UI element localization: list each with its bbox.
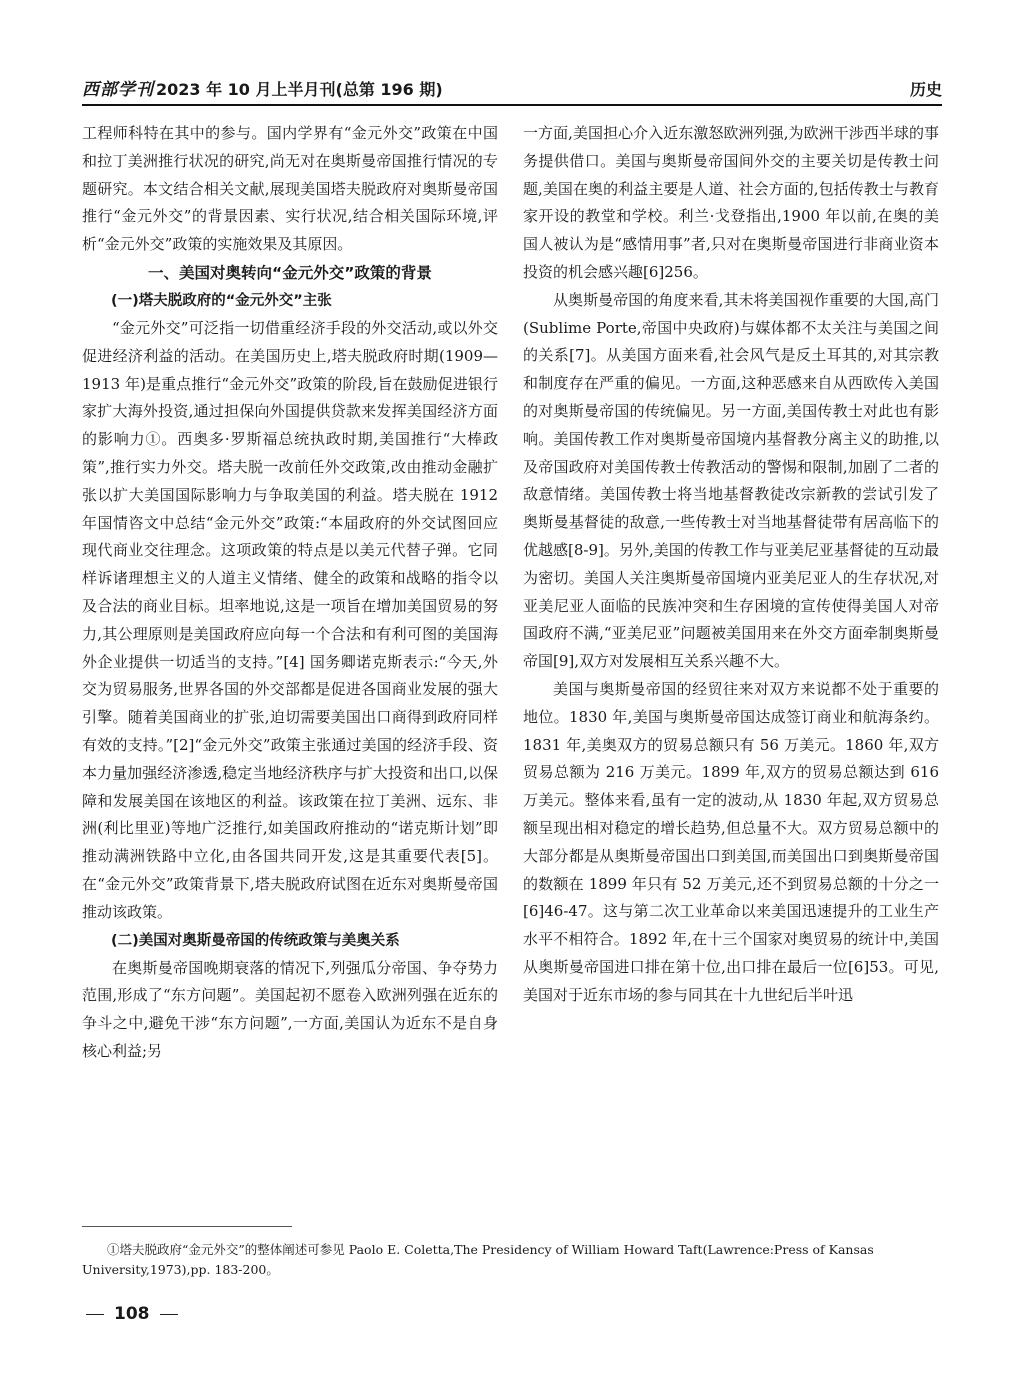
page-number-dash-left [86, 1314, 104, 1315]
left-column-paragraph: 在奥斯曼帝国晚期衰落的情况下,列强瓜分帝国、争夺势力范围,形成了“东方问题”。美国起初不愿卷入欧洲列强在近东的争斗之中,避免干涉“东方问题”,一方面,美国认为近东不是自身核心利益;另 [82, 958, 498, 1060]
right-column-paragraph: 一方面,美国担心介入近东激怒欧洲列强,为欧洲干涉西半球的事务提供借口。美国与奥斯曼帝国间外交的主要关切是传教士问题,美国在奥的利益主要是人道、社会方面的,包括传教士与教育家开设的教堂和学校。利兰·戈登指出,1900 年以前,在奥的美国人被认为是“感情用事”者,只对在奥斯曼帝国进行非商业资本投资的机会感兴趣[6]256。 [523, 124, 939, 281]
left-column-heading: (一)塔夫脱政府的“金元外交”主张 [111, 292, 332, 309]
right-column [523, 120, 939, 1010]
header-left [82, 75, 443, 100]
footnote: ①塔夫脱政府“金元外交”的整体阐述可参见 Paolo E. Coletta,The Presidency of William Howard Taft(Lawrence:Press of Kansas University,1973),pp. 183-200。 [82, 1242, 874, 1277]
left-column [82, 120, 498, 1066]
left-column-heading: 一、美国对奥转向“金元外交”政策的背景 [148, 263, 432, 282]
right-column-paragraph: 从奥斯曼帝国的角度来看,其未将美国视作重要的大国,高门(Sublime Porte,帝国中央政府)与媒体都不太关注与美国之间的关系[7]。从美国方面来看,社会风气是反土耳其的,对其宗教和制度存在严重的偏见。一方面,这种恶感来自从西欧传入美国的对奥斯曼帝国的传统偏见。另一方面,美国传教士对此也有影响。美国传教工作对奥斯曼帝国境内基督教分离主义的助推,以及帝国政府对美国传教士传教活动的警惕和限制,加剧了二者的敌意情绪。美国传教士将当地基督教徒改宗新教的尝试引发了奥斯曼基督徒的敌意,一些传教士对当地基督徒带有居高临下的优越感[8-9]。另外,美国的传教工作与亚美尼亚基督徒的互动最为密切。美国人关注奥斯曼帝国境内亚美尼亚人的生存状况,对亚美尼亚人面临的民族冲突和生存困境的宣传使得美国人对帝国政府不满,“亚美尼亚”问题被美国用来在外交方面牵制奥斯曼帝国[9],双方对发展相互关系兴趣不大。 [523, 290, 939, 671]
page-number [86, 1304, 178, 1324]
journal-logo: 西部学刊 [82, 80, 154, 100]
left-column-heading: (二)美国对奥斯曼帝国的传统政策与美奥关系 [111, 932, 400, 949]
running-header [82, 66, 942, 106]
page-number-dash-right [160, 1314, 178, 1315]
right-column-paragraph: 美国与奥斯曼帝国的经贸往来对双方来说都不处于重要的地位。1830 年,美国与奥斯曼帝国达成签订商业和航海条约。1831 年,美奥双方的贸易总额只有 56 万美元。1860 年,双方贸易总额为 216 万美元。1899 年,双方的贸易总额达到 616 万美元。整体来看,虽有一定的波动,从 1830 年起,双方贸易总额呈现出相对稳定的增长趋势,但总量不大。双方贸易总额中的大部分都是从奥斯曼帝国出口到美国,而美国出口到奥斯曼帝国的数额在 1899 年只有 52 万美元,还不到贸易总额的十分之一[6]46-47。这与第二次工业革命以来美国迅速提升的工业生产水平不相符合。1892 年,在十三个国家对奥贸易的统计中,美国从奥斯曼帝国进口排在第十位,出口排在最后一位[6]53。可见,美国对于近东市场的参与同其在十九世纪后半叶迅 [523, 679, 939, 1004]
issue-info: 2023 年 10 月上半月刊(总第 196 期) [156, 80, 443, 99]
section-label: 历史 [909, 80, 942, 99]
left-column-paragraph: 工程师科特在其中的参与。国内学界有“金元外交”政策在中国和拉丁美洲推行状况的研究,尚无对在奥斯曼帝国推行情况的专题研究。本文结合相关文献,展现美国塔夫脱政府对奥斯曼帝国推行“金元外交”的背景因素、实行状况,结合相关国际环境,评析“金元外交”政策的实施效果及其原因。 [82, 124, 498, 254]
page-number-value: 108 [114, 1304, 150, 1324]
left-column-paragraph: “金元外交”可泛指一切借重经济手段的外交活动,或以外交促进经济利益的活动。在美国历史上,塔夫脱政府时期(1909—1913 年)是重点推行“金元外交”政策的阶段,旨在鼓励促进银行家扩大海外投资,通过担保向外国提供贷款来发挥美国经济方面的影响力①。西奥多·罗斯福总统执政时期,美国推行“大棒政策”,推行实力外交。塔夫脱一改前任外交政策,改由推动金融扩张以扩大美国国际影响力与争取美国的利益。塔夫脱在 1912 年国情咨文中总结“金元外交”政策:“本届政府的外交试图回应现代商业交往理念。这项政策的特点是以美元代替子弹。它同样诉诸理想主义的人道主义情绪、健全的政策和战略的指令以及合法的商业目标。坦率地说,这是一项旨在增加美国贸易的努力,其公理原则是美国政府应向每一个合法和有利可图的美国海外企业提供一切适当的支持。”[4] 国务卿诺克斯表示:“今天,外交为贸易服务,世界各国的外交部都是促进各国商业发展的强大引擎。随着美国商业的扩张,迫切需要美国出口商得到政府同样有效的支持。”[2]“金元外交”政策主张通过美国的经济手段、资本力量加强经济渗透,稳定当地经济秩序与扩大投资和出口,以保障和发展美国在该地区的利益。该政策在拉丁美洲、远东、非洲(利比里亚)等地广泛推行,如美国政府推动的“诺克斯计划”即推动满洲铁路中立化,由各国共同开发,这是其重要代表[5]。在“金元外交”政策背景下,塔夫脱政府试图在近东对奥斯曼帝国推动该政策。 [82, 318, 498, 921]
footnote-divider [82, 1226, 292, 1227]
